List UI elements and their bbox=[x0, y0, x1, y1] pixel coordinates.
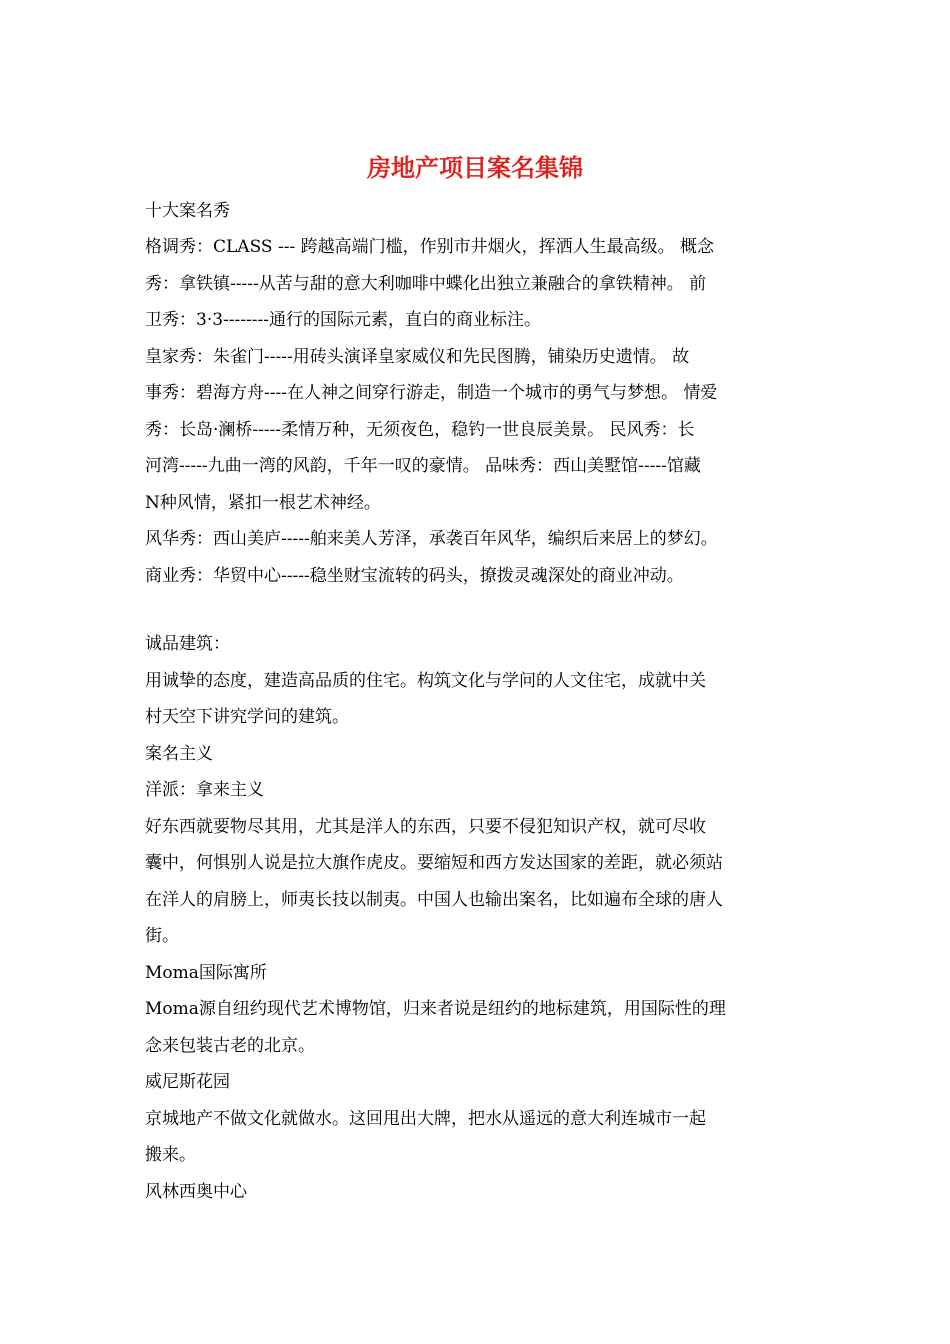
section-ten-names bbox=[145, 193, 825, 230]
text-line: 在洋人的肩膀上，师夷长技以制夷。中国人也输出案名，比如遍布全球的唐人 bbox=[145, 889, 723, 910]
document-title: 房地产项目案名集锦 bbox=[367, 153, 583, 182]
subheading: 风林西奥中心 bbox=[145, 1181, 247, 1202]
text-line: 好东西就要物尽其用，尤其是洋人的东西，只要不侵犯知识产权，就可尽收 bbox=[145, 816, 706, 837]
section-heading: 十大案名秀 bbox=[145, 201, 230, 221]
text-line: Moma源自纽约现代艺术博物馆，归来者说是纽约的地标建筑，用国际性的理 bbox=[145, 999, 726, 1019]
text-line: 事秀：碧海方舟----在人神之间穿行游走，制造一个城市的勇气与梦想。 情爱 bbox=[145, 383, 718, 403]
section-chengpin bbox=[145, 626, 825, 1210]
text-line: 京城地产不做文化就做水。这回甩出大牌，把水从遥远的意大利连城市一起 bbox=[145, 1108, 706, 1129]
section-heading: 案名主义 bbox=[145, 743, 213, 764]
text-line: 秀：拿铁镇-----从苦与甜的意大利咖啡中蝶化出独立兼融合的拿铁精神。 前 bbox=[145, 273, 707, 294]
text-line: 风华秀：西山美庐-----舶来美人芳泽，承袭百年风华，编织后来居上的梦幻。 bbox=[145, 529, 718, 549]
subheading: 洋派：拿来主义 bbox=[145, 780, 264, 800]
text-line: 卫秀：3·3--------通行的国际元素，直白的商业标注。 bbox=[145, 310, 541, 330]
text-line: 念来包装古老的北京。 bbox=[145, 1035, 315, 1056]
text-line: 用诚挚的态度，建造高品质的住宅。构筑文化与学问的人文住宅，成就中关 bbox=[145, 670, 706, 691]
text-line: N种风情，紧扣一根艺术神经。 bbox=[145, 492, 381, 513]
section-heading: 诚品建筑： bbox=[145, 634, 230, 654]
paragraph-ten-names bbox=[145, 229, 825, 594]
text-line: 囊中，何惧别人说是拉大旗作虎皮。要缩短和西方发达国家的差距，就必须站 bbox=[145, 853, 723, 873]
text-line: 村天空下讲究学问的建筑。 bbox=[145, 707, 349, 727]
subheading: Moma国际寓所 bbox=[145, 962, 267, 983]
subheading: 威尼斯花园 bbox=[145, 1072, 230, 1092]
text-line: 格调秀：CLASS --- 跨越高端门槛，作别市井烟火，挥洒人生最高级。 概念 bbox=[145, 237, 715, 257]
text-line: 商业秀：华贸中心-----稳坐财宝流转的码头，撩拨灵魂深处的商业冲动。 bbox=[145, 565, 684, 586]
text-line: 皇家秀：朱雀门-----用砖头演译皇家威仪和先民图腾，铺染历史遗情。 故 bbox=[145, 346, 690, 367]
text-line: 街。 bbox=[145, 926, 179, 946]
text-line: 秀：长岛·澜桥-----柔情万种，无须夜色，稳钓一世良辰美景。 民风秀：长 bbox=[145, 419, 695, 440]
text-line: 搬来。 bbox=[145, 1145, 196, 1165]
text-line: 河湾-----九曲一湾的风韵，千年一叹的豪情。 品味秀：西山美墅馆-----馆藏 bbox=[145, 456, 701, 476]
